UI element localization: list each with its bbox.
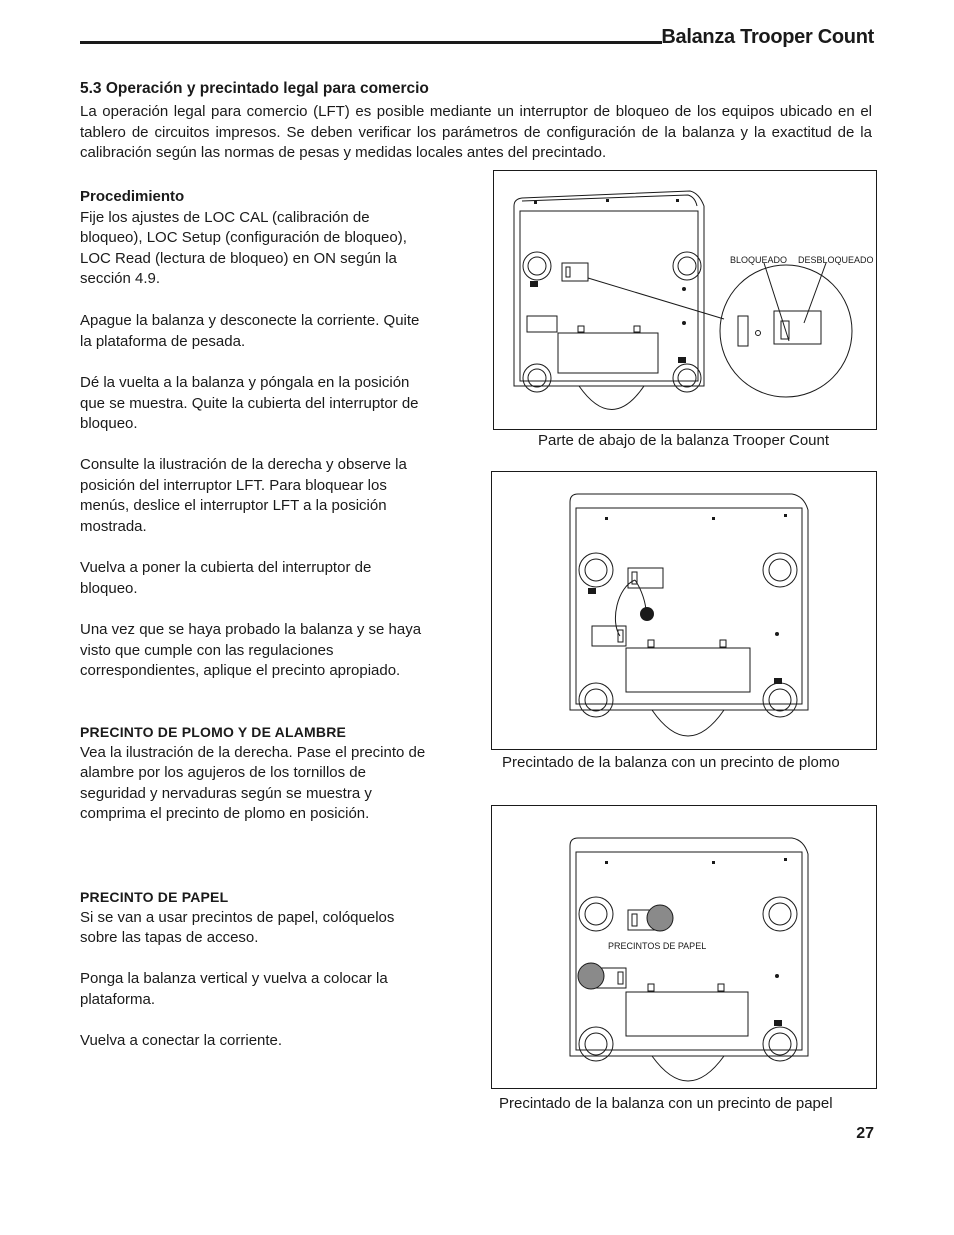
procedure-column (80, 187, 432, 290)
paper-seal-heading: PRECINTO DE PAPEL (80, 889, 229, 905)
procedure-step-1: Fije los ajustes de LOC CAL (calibración de bloqueo), LOC Setup (configuración de bloqueo), LOC Read (lectura de bloqueo) en ON según la sección 4.9. (80, 208, 407, 288)
procedure-step-3: Dé la vuelta a la balanza y póngala en la posición que se muestra. Quite la cubierta del interruptor de bloqueo. (80, 374, 419, 433)
paper-seal-section (80, 887, 432, 949)
label-locked: BLOQUEADO (730, 255, 788, 265)
lead-seal-section (80, 722, 432, 825)
figure-paper-seal-caption: Precintado de la balanza con un precinto de papel (499, 1095, 833, 1112)
section-intro: La operación legal para comercio (LFT) es posible mediante un interruptor de bloqueo de los equipos ubicado en el tablero de circuitos impresos. Se deben verificar los parámetros de configuración de la balanza y la exactitud de la calibración según las normas de pesas y medidas locales antes del precintado. (80, 103, 872, 162)
lead-seal-text: Vea la ilustración de la derecha. Pase el precinto de alambre por los agujeros de los tornillos de seguridad y nervaduras según se muestra y comprima el precinto de plomo en posición. (80, 743, 426, 823)
paper-seal-top (647, 905, 673, 931)
lead-seal-heading: PRECINTO DE PLOMO Y DE ALAMBRE (80, 724, 347, 740)
paper-seal-step-2-block (80, 969, 432, 1010)
label-unlocked: DESBLOQUEADO (798, 255, 874, 265)
procedure-step-5-block (80, 558, 432, 599)
label-paper-seals: PRECINTOS DE PAPEL (608, 941, 707, 951)
procedure-step-4-block (80, 455, 432, 537)
procedure-step-5: Vuelva a poner la cubierta del interruptor de bloqueo. (80, 559, 372, 597)
paper-seal-step-3-block (80, 1031, 432, 1052)
procedure-step-4: Consulte la ilustración de la derecha y observe la posición del interruptor LFT. Para bloquear los menús, deslice el interruptor LFT a la posición mostrada. (80, 456, 407, 535)
procedure-step-2: Apague la balanza y desconecte la corriente. Quite la plataforma de pesada. (80, 312, 420, 350)
paper-seal-step-1: Si se van a usar precintos de papel, colóquelos sobre las tapas de acceso. (80, 908, 395, 947)
figure-lead-seal-caption: Precintado de la balanza con un precinto de plomo (502, 754, 840, 771)
paper-seal-step-2: Ponga la balanza vertical y vuelva a colocar la plataforma. (80, 970, 388, 1008)
paper-seal-step-3: Vuelva a conectar la corriente. (80, 1032, 283, 1049)
procedure-step-3-block (80, 373, 432, 435)
header-title: Balanza Trooper Count (661, 26, 874, 48)
figure-lead-seal (491, 471, 877, 750)
procedure-heading: Procedimiento (80, 188, 185, 205)
figure-underside-caption: Parte de abajo de la balanza Trooper Count (538, 432, 830, 449)
section-title: 5.3 Operación y precintado legal para comercio (80, 80, 429, 97)
scale-underside-drawing (494, 171, 876, 429)
paper-seal-left (578, 963, 604, 989)
header-rule (80, 41, 662, 44)
figure-underside (493, 170, 877, 430)
paper-seal-drawing (492, 806, 876, 1088)
procedure-step-6: Una vez que se haya probado la balanza y se haya visto que cumple con las regulaciones correspondientes, aplique el precinto apropiado. (80, 621, 422, 680)
procedure-step-2-block (80, 311, 432, 352)
procedure-step-6-block (80, 620, 432, 682)
lead-seal-drawing (492, 472, 876, 749)
page-number: 27 (856, 1125, 874, 1142)
figure-paper-seal (491, 805, 877, 1089)
